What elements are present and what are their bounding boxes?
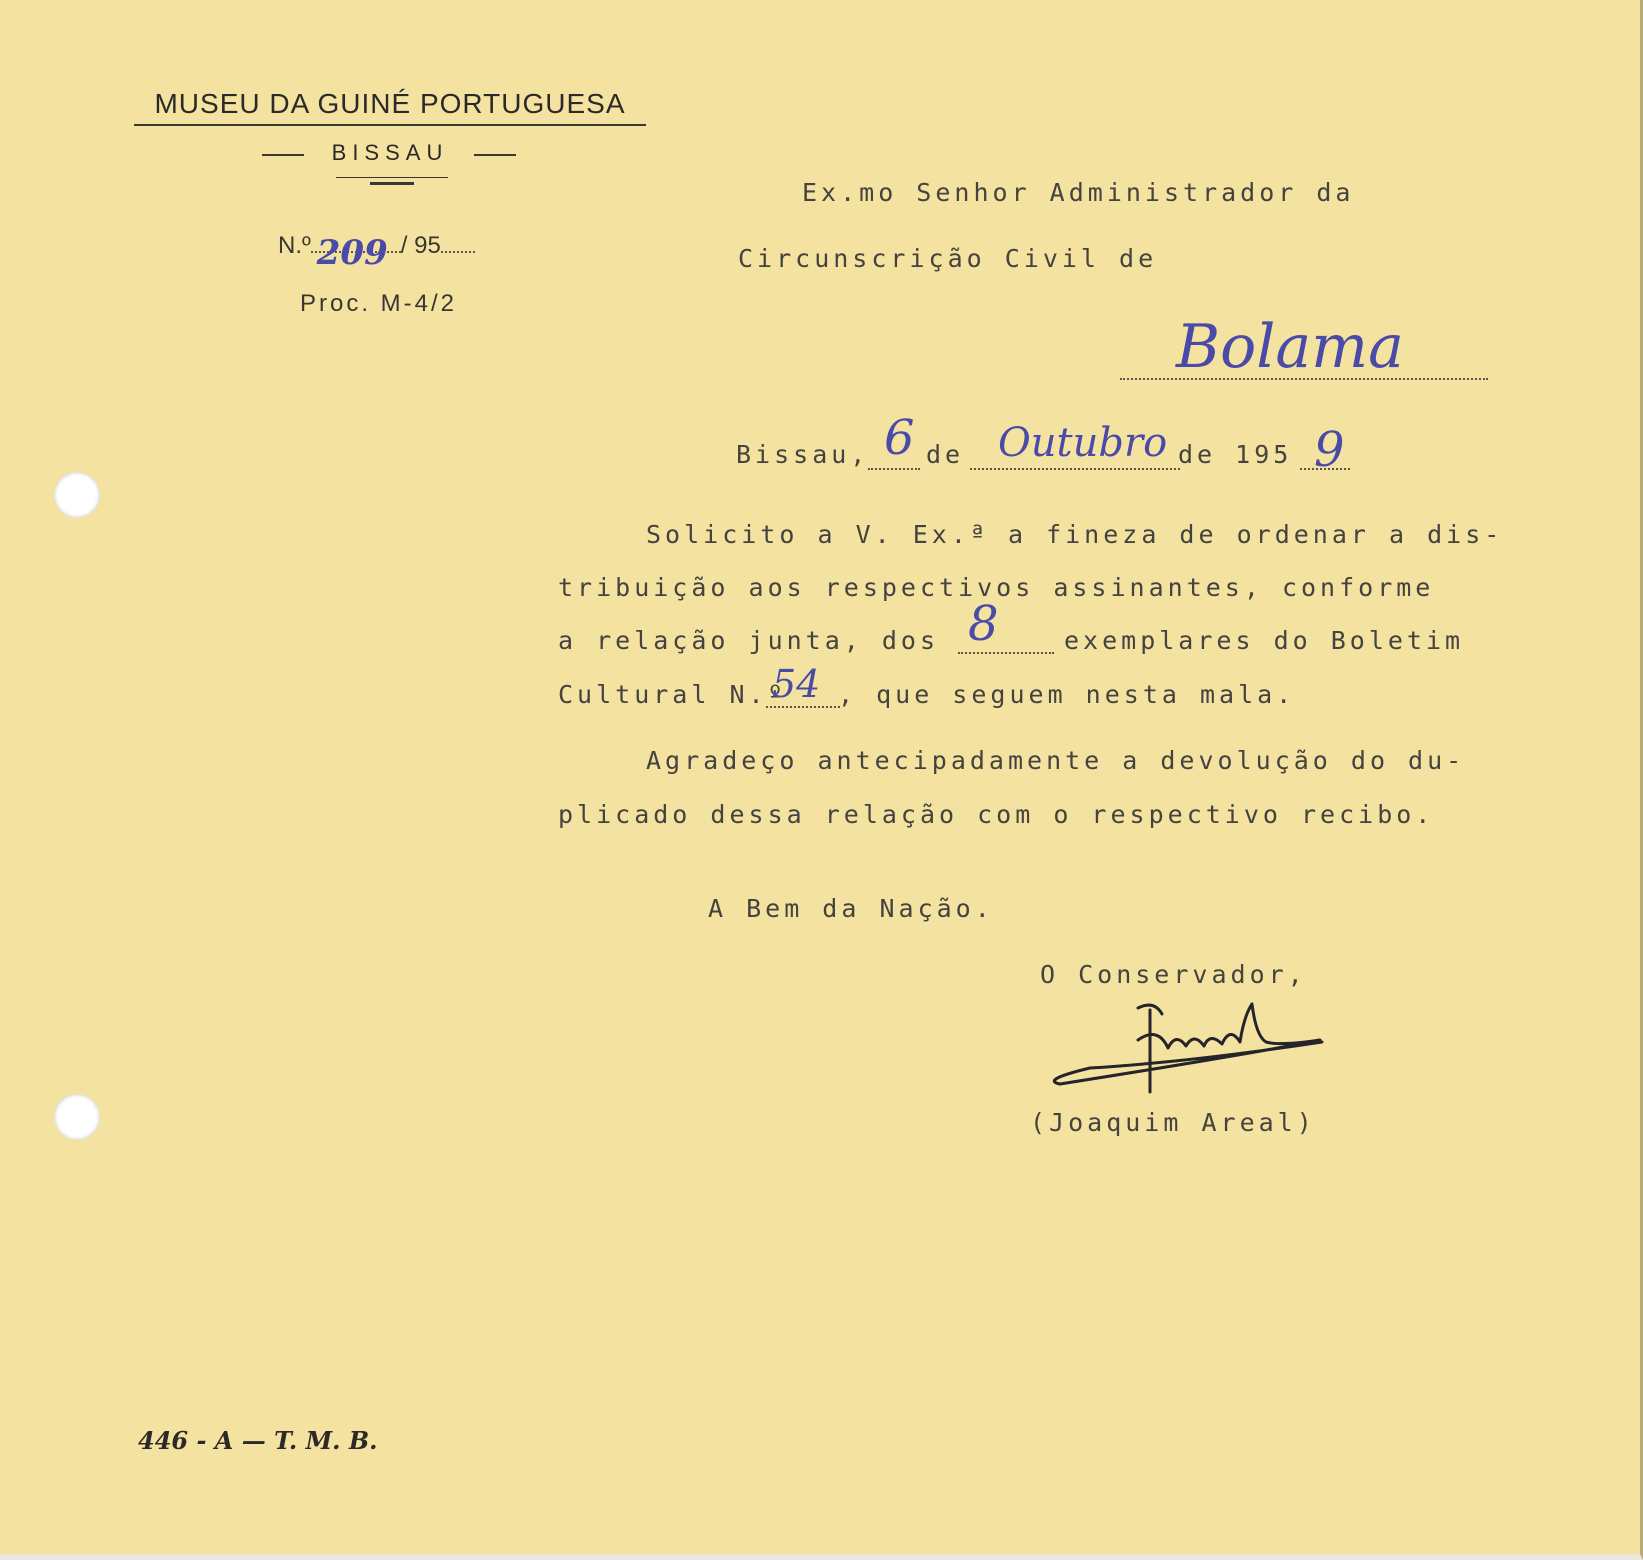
issue-handwritten: 54 [772,662,821,706]
date-de-2: de 195 [1178,440,1293,469]
header-rule-short [370,182,414,185]
body-p1-line4a: Cultural N.º [558,680,787,709]
number-prefix: N.º [278,232,311,259]
addressee-line2: Circunscrição Civil de [738,244,1158,273]
reference-number [278,232,475,273]
quantity-line [958,652,1054,654]
body-p1-line3a: a relação junta, dos [558,626,940,655]
date-de-1: de [926,440,965,469]
quantity-handwritten: 8 [968,596,999,652]
signature-stroke [1054,1004,1322,1092]
number-handwritten: 209 [316,233,388,273]
body-p1-line1: Solicito a V. Ex.ª a fineza de ordenar a dis- [646,520,1504,549]
body-p1-line4b: , que seguem nesta mala. [838,680,1296,709]
year-dots [441,251,475,253]
header-rule [336,177,448,178]
institution-city: BISSAU [331,140,449,165]
punch-hole-bottom [54,1094,100,1140]
institution-name: MUSEU DA GUINÉ PORTUGUESA [134,88,646,126]
date-city: Bissau, [736,440,870,469]
closing-salutation: A Bem da Nação. [708,894,994,923]
number-field [311,233,401,273]
day-handwritten: 6 [884,410,915,466]
addressee-place-handwritten: Bolama [1176,312,1404,382]
addressee-place-line [1120,378,1488,380]
signer-role: O Conservador, [1040,960,1307,989]
print-code: 446 - A — T. M. B. [138,1426,378,1455]
signer-name: (Joaquim Areal) [1030,1108,1316,1137]
issue-line [766,706,840,708]
punch-hole-top [54,472,100,518]
number-year: / 95 [400,232,441,259]
month-line [970,468,1180,470]
city-dash-right [474,154,516,156]
month-handwritten: Outubro [998,420,1168,466]
body-p2-line1: Agradeço antecipadamente a devolução do du- [646,746,1466,775]
body-p2-line2: plicado dessa relação com o respectivo recibo. [558,800,1435,829]
day-line [868,468,920,470]
process-reference: Proc. M-4/2 [300,290,458,317]
body-p1-line3b: exemplares do Boletim [1064,626,1465,655]
year-digit-handwritten: 9 [1314,422,1345,478]
signature [1030,996,1330,1106]
addressee-line1: Ex.mo Senhor Administrador da [802,178,1355,207]
body-p1-line2: tribuição aos respectivos assinantes, conforme [558,573,1435,602]
